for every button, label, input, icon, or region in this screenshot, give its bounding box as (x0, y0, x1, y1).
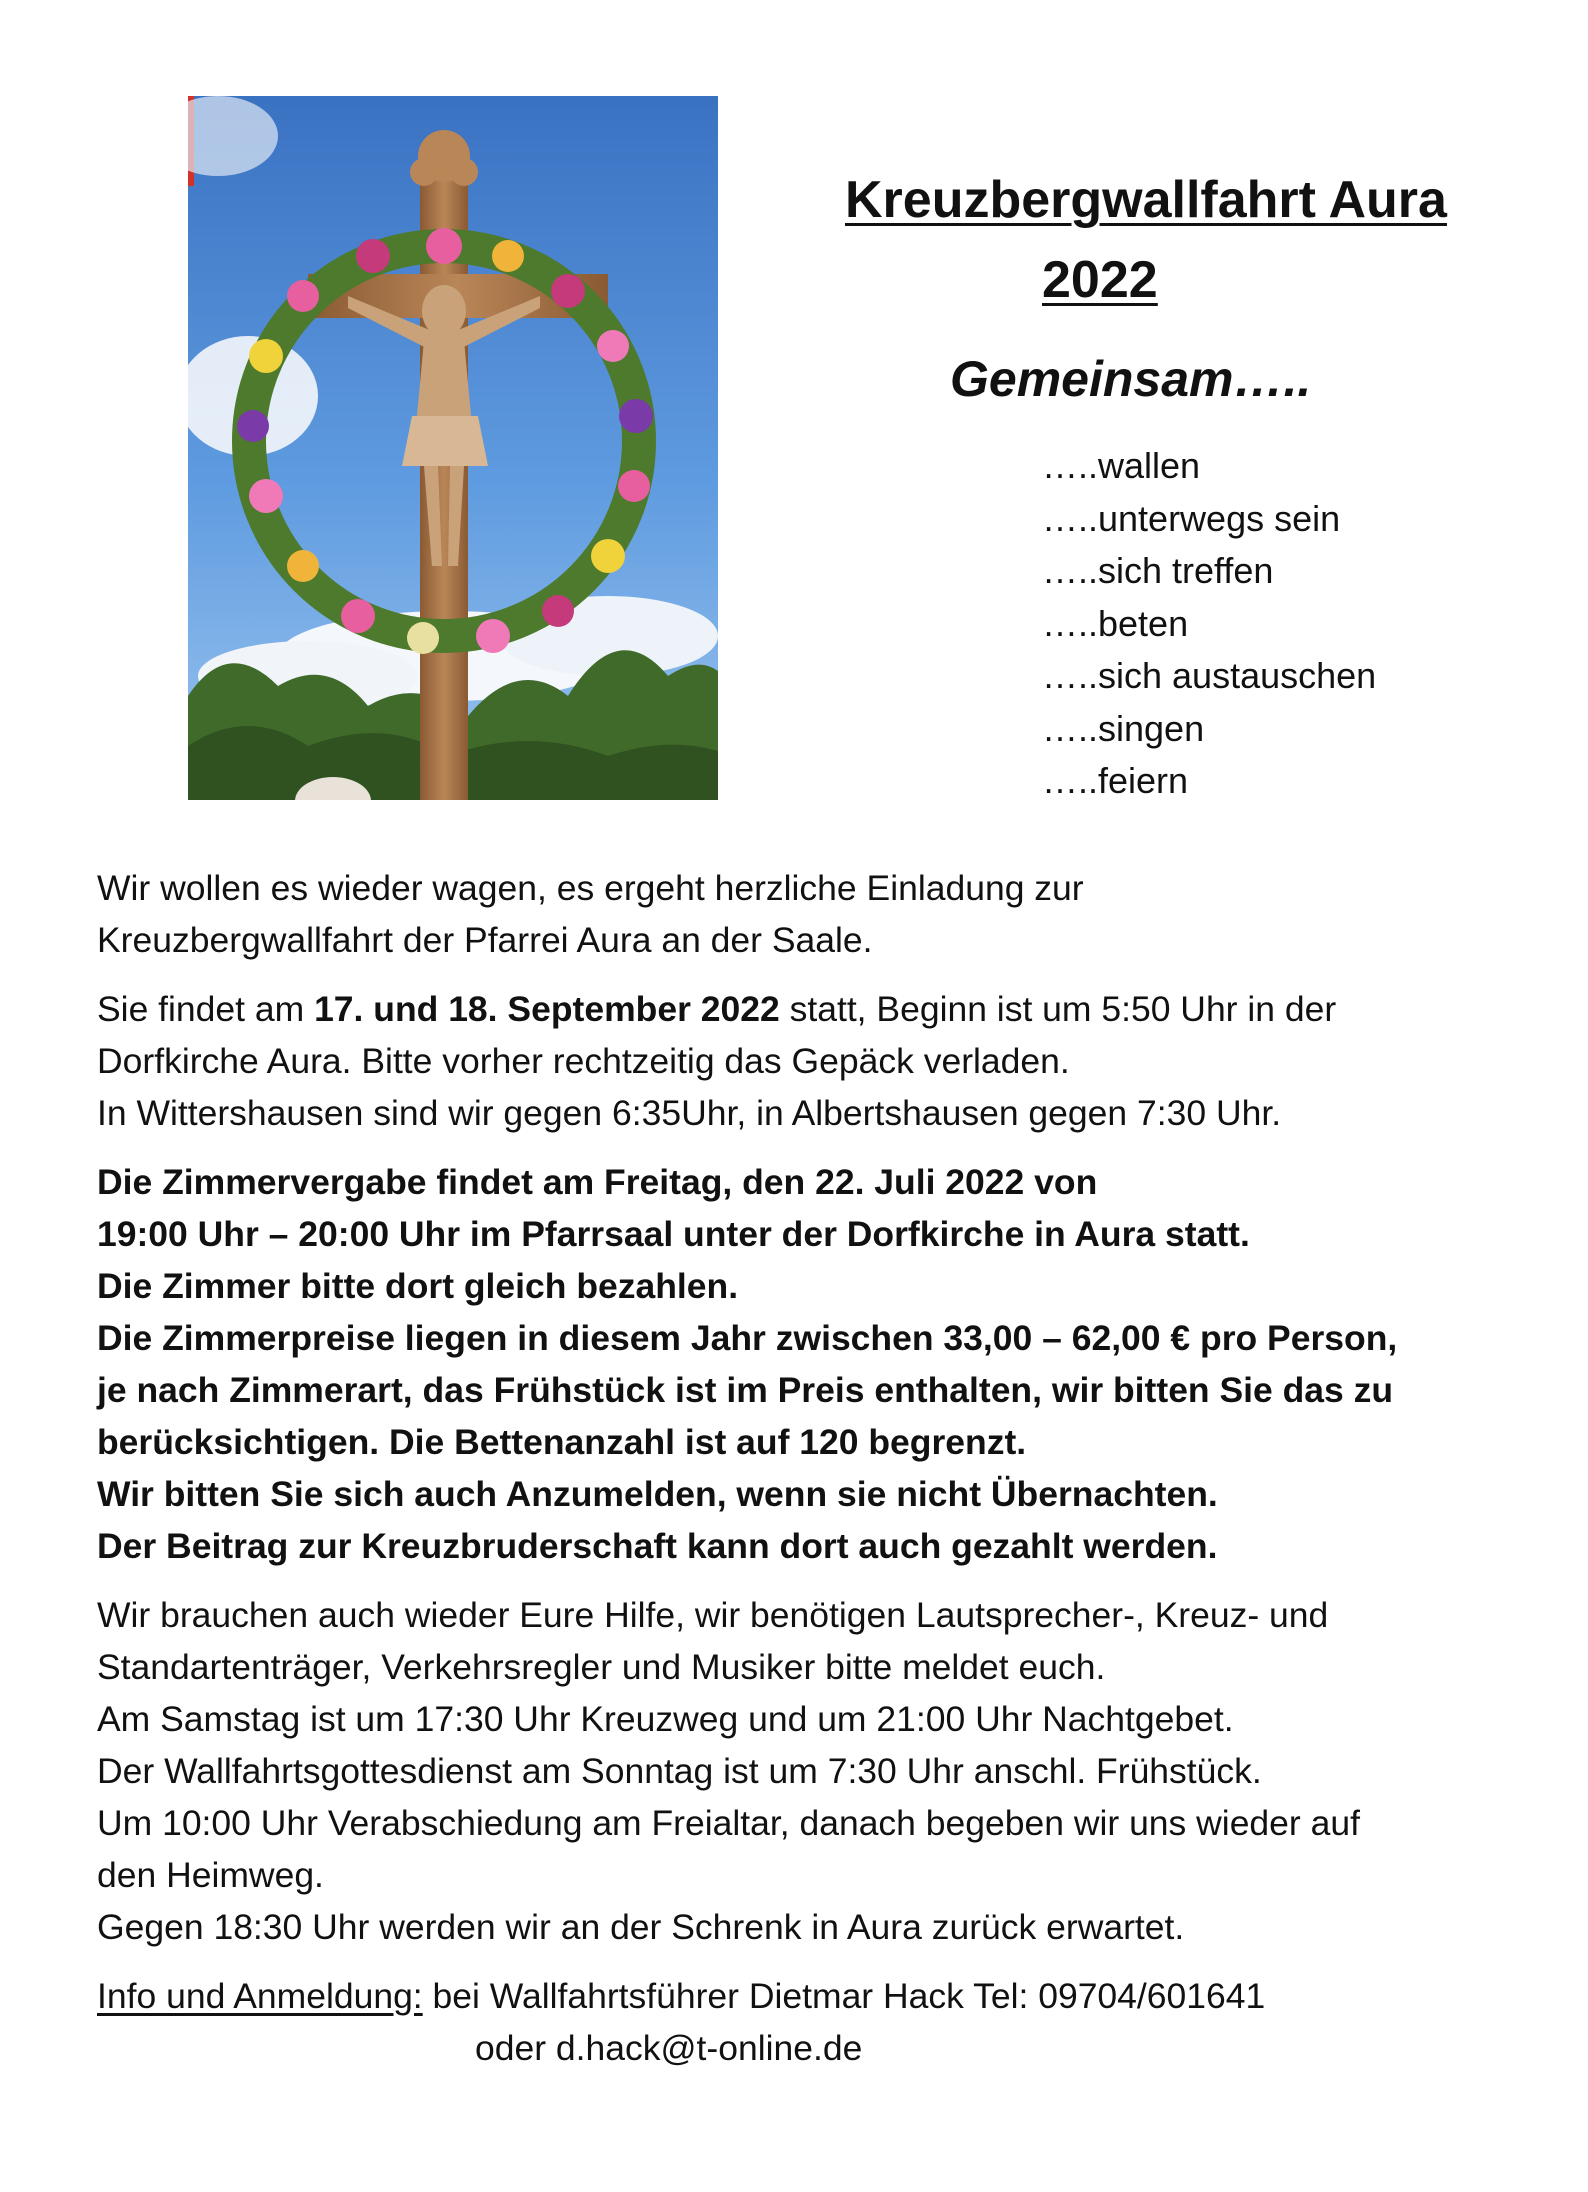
schedule-line: In Wittershausen sind wir gegen 6:35Uhr, in Albertshausen gegen 7:30 Uhr. (97, 1093, 1282, 1133)
help-line: Am Samstag ist um 17:30 Uhr Kreuzweg und um 21:00 Uhr Nachtgebet. (97, 1699, 1234, 1739)
help-line: Standartenträger, Verkehrsregler und Musiker bitte meldet euch. (97, 1647, 1106, 1687)
schedule-line (97, 983, 1517, 1035)
verb-item: …..singen (1042, 707, 1205, 749)
rooms-line: Die Zimmer bitte dort gleich bezahlen. (97, 1266, 739, 1306)
page-title (845, 160, 1495, 320)
intro-line: Wir wollen es wieder wagen, es ergeht herzliche Einladung zur (97, 868, 1084, 908)
rooms-line: berücksichtigen. Die Bettenanzahl ist auf 120 begrenzt. (97, 1422, 1027, 1462)
contact-email[interactable]: oder d.hack@t-online.de (475, 2028, 863, 2068)
schedule-line: Dorfkirche Aura. Bitte vorher rechtzeitig das Gepäck verladen. (97, 1041, 1070, 1081)
document-body (97, 862, 1517, 2091)
rooms-paragraph (97, 1156, 1517, 1572)
help-line: Wir brauchen auch wieder Eure Hilfe, wir benötigen Lautsprecher-, Kreuz- und (97, 1595, 1329, 1635)
contact-line (97, 1970, 1517, 2022)
verb-item: …..unterwegs sein (1042, 497, 1341, 539)
contact-label: Info und Anmeldung: (97, 1976, 423, 2016)
cross-photo (188, 96, 718, 800)
verb-item: …..sich austauschen (1042, 655, 1377, 696)
event-dates: 17. und 18. September 2022 (314, 989, 780, 1029)
help-line: den Heimweg. (97, 1855, 324, 1895)
rooms-line: Der Beitrag zur Kreuzbruderschaft kann dort auch gezahlt werden. (97, 1526, 1218, 1566)
verb-item: …..feiern (1042, 760, 1189, 801)
schedule-paragraph (97, 983, 1517, 1139)
help-paragraph (97, 1589, 1517, 1953)
rooms-line: 19:00 Uhr – 20:00 Uhr im Pfarrsaal unter der Dorfkirche in Aura statt. (97, 1214, 1250, 1254)
help-line: Um 10:00 Uhr Verabschiedung am Freialtar, danach begeben wir uns wieder auf (97, 1803, 1360, 1843)
verb-list (1042, 440, 1376, 808)
verb-item: …..sich treffen (1042, 550, 1274, 591)
contact-details: bei Wallfahrtsführer Dietmar Hack Tel: 09704/601641 (422, 1976, 1266, 2016)
title-line-2: 2022 (1042, 251, 1158, 309)
crucifix-image (188, 96, 718, 800)
subtitle: Gemeinsam….. (950, 351, 1312, 407)
schedule-text: Sie findet am (97, 989, 315, 1029)
contact-paragraph (97, 1970, 1517, 2074)
verb-item: …..wallen (1042, 445, 1201, 486)
help-line: Der Wallfahrtsgottesdienst am Sonntag ist um 7:30 Uhr anschl. Frühstück. (97, 1751, 1262, 1791)
schedule-text: statt, Beginn ist um 5:50 Uhr in der (779, 989, 1337, 1029)
verb-item: …..beten (1042, 602, 1189, 644)
intro-line: Kreuzbergwallfahrt der Pfarrei Aura an der Saale. (97, 920, 873, 960)
rooms-line: je nach Zimmerart, das Frühstück ist im Preis enthalten, wir bitten Sie das zu (97, 1370, 1394, 1410)
rooms-line: Die Zimmerpreise liegen in diesem Jahr zwischen 33,00 – 62,00 € pro Person, (97, 1318, 1398, 1358)
rooms-line: Wir bitten Sie sich auch Anzumelden, wenn sie nicht Übernachten. (97, 1474, 1218, 1514)
rooms-line: Die Zimmervergabe findet am Freitag, den 22. Juli 2022 von (97, 1162, 1098, 1202)
title-line-1: Kreuzbergwallfahrt Aura (845, 171, 1447, 229)
intro-paragraph (97, 862, 1517, 966)
help-line: Gegen 18:30 Uhr werden wir an der Schrenk in Aura zurück erwartet. (97, 1907, 1185, 1947)
